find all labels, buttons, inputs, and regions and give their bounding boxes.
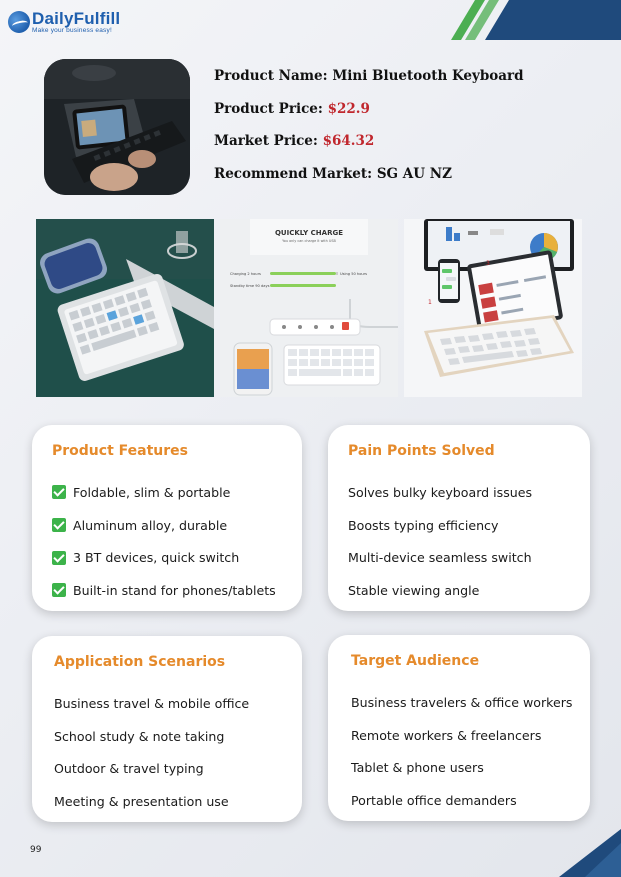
product-price-row — [214, 101, 524, 134]
application-scenarios-card — [32, 636, 302, 822]
product-price-label: Product Price: — [214, 100, 328, 117]
application-scenarios-title: Application Scenarios — [54, 654, 226, 670]
pain-points-card — [328, 425, 590, 611]
svg-text:3: 3 — [486, 260, 490, 267]
audience-item: Remote workers & freelancers — [351, 727, 542, 743]
charge-bar1-right: Using 50 hours — [340, 272, 368, 276]
product-photo-charging — [220, 219, 398, 397]
product-photo-multidevice — [404, 219, 582, 397]
product-photo-folded — [36, 219, 214, 397]
product-features-card — [32, 425, 302, 611]
charge-bar2-left: Standby time 90 days — [230, 284, 270, 288]
feature-item — [52, 574, 284, 607]
brand-tagline: Make your business easy! — [32, 27, 112, 34]
feature-item-text: 3 BT devices, quick switch — [73, 550, 240, 566]
market-price-label: Market Price: — [214, 133, 323, 149]
brand-logo — [8, 10, 120, 35]
product-info — [214, 68, 524, 198]
feature-item — [52, 541, 284, 574]
product-name-value: Mini Bluetooth Keyboard — [332, 68, 524, 84]
feature-item-text: Built-in stand for phones/tablets — [73, 582, 276, 598]
feature-item — [52, 476, 284, 509]
check-icon — [52, 583, 66, 597]
product-name-label: Product Name: — [214, 68, 333, 84]
pain-point-item: Multi-device seamless switch — [348, 550, 532, 566]
feature-item — [52, 509, 284, 542]
header-stripes-decoration — [451, 0, 621, 40]
scenario-item: Outdoor & travel typing — [54, 761, 204, 777]
feature-item-text: Aluminum alloy, durable — [73, 517, 228, 533]
svg-text:1: 1 — [428, 299, 432, 306]
check-icon — [52, 485, 66, 499]
pain-point-item: Boosts typing efficiency — [348, 517, 499, 533]
logo-globe-icon — [8, 11, 30, 33]
pain-point-item: Stable viewing angle — [348, 582, 480, 598]
pain-points-title: Pain Points Solved — [348, 443, 495, 459]
product-price-value: $22.9 — [327, 100, 370, 117]
footer-triangle-decoration — [559, 829, 621, 877]
audience-item: Portable office demanders — [351, 792, 517, 808]
target-audience-card — [328, 635, 590, 821]
scenario-item: School study & note taking — [54, 728, 225, 744]
market-price-value: $64.32 — [322, 133, 375, 149]
scenario-item: Business travel & mobile office — [54, 695, 250, 711]
check-icon — [52, 551, 66, 565]
market-price-row — [214, 133, 524, 166]
audience-item: Tablet & phone users — [351, 760, 484, 776]
check-icon — [52, 518, 66, 532]
feature-item-text: Foldable, slim & portable — [73, 484, 231, 500]
audience-item: Business travelers & office workers — [351, 694, 573, 710]
brand-name: DailyFulfill — [32, 9, 121, 28]
product-hero-image — [44, 59, 190, 195]
scenario-item: Meeting & presentation use — [54, 793, 229, 809]
page-number: 99 — [30, 845, 42, 855]
product-name-row — [214, 68, 524, 101]
recommend-market-label: Recommend Market: — [214, 165, 377, 182]
pain-point-item: Solves bulky keyboard issues — [348, 484, 533, 500]
product-features-title: Product Features — [52, 443, 188, 459]
charge-title: QUICKLY CHARGE — [274, 229, 344, 237]
recommend-market-row — [214, 166, 524, 199]
recommend-market-value: SG AU NZ — [376, 165, 452, 182]
charge-bar1-left: Charging 2 hours — [230, 272, 261, 276]
target-audience-title: Target Audience — [351, 653, 480, 669]
charge-subtitle: You only can charge it with USB — [282, 239, 336, 243]
